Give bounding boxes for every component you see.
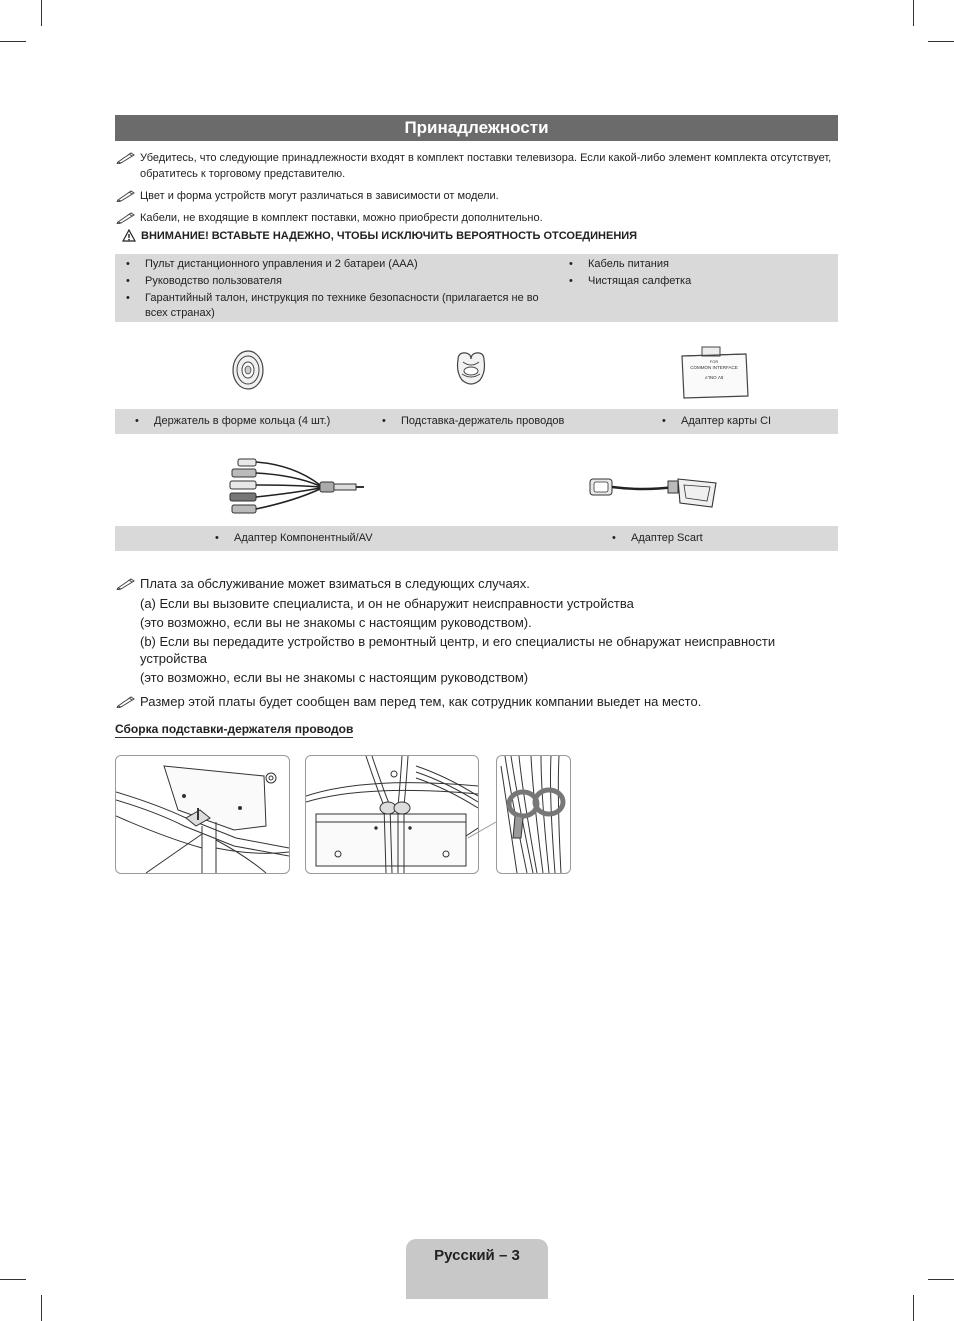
fee-line: (это возможно, если вы не знакомы с настоящим руководством). — [140, 615, 532, 630]
pencil-icon — [116, 210, 136, 224]
note-text: Плата за обслуживание может взиматься в следующих случаях. — [140, 576, 530, 591]
accessories-row — [115, 526, 838, 551]
warning-icon — [122, 229, 136, 242]
component-av-adapter-illustration — [224, 455, 368, 519]
assembly-step-1-illustration — [115, 755, 290, 874]
note-text: Размер этой платы будет сообщен вам перед тем, как сотрудник компании выедет на место. — [140, 694, 702, 709]
crop-mark — [0, 1279, 26, 1280]
pencil-icon — [116, 694, 136, 708]
pencil-icon — [116, 188, 136, 202]
warning-text: ВНИМАНИЕ! ВСТАВЬТЕ НАДЕЖНО, ЧТОБЫ ИСКЛЮЧИТЬ ВЕРОЯТНОСТЬ ОТСОЕДИНЕНИЯ — [141, 230, 638, 242]
accessory-label: Держатель в форме кольца (4 шт.) — [154, 415, 331, 427]
page-footer — [406, 1239, 548, 1299]
section-heading: Сборка подставки-держателя проводов — [115, 722, 354, 736]
ci-card-text: 5V ONLY — [704, 375, 724, 380]
callout-connector — [468, 810, 498, 840]
fee-line: (a) Если вы вызовите специалиста, и он не обнаружит неисправности устройства — [140, 596, 634, 611]
ci-card-adapter-illustration — [676, 344, 752, 400]
assembly-step-2-illustration — [305, 755, 479, 874]
accessory-label: Гарантийный талон, инструкция по технике безопасности (прилагается не во всех странах) — [145, 292, 539, 319]
accessory-label: Подставка-держатель проводов — [401, 415, 565, 427]
accessory-label: Адаптер Компонентный/AV — [234, 532, 373, 544]
accessory-label: Чистящая салфетка — [588, 275, 692, 287]
crop-mark — [928, 1279, 954, 1280]
page-title: Принадлежности — [115, 115, 838, 141]
ci-card-text: FOR — [709, 359, 719, 364]
fee-line: (b) Если вы передадите устройство в ремонтный центр, и его специалисты не обнаружат неисправности устройства — [140, 634, 776, 666]
crop-mark — [0, 41, 26, 42]
accessory-label: Кабель питания — [588, 258, 669, 270]
crop-mark — [41, 1295, 42, 1321]
accessory-label: Адаптер Scart — [631, 532, 703, 544]
crop-mark — [41, 0, 42, 26]
note-text: Кабели, не входящие в комплект поставки, можно приобрести дополнительно. — [140, 212, 543, 224]
accessory-label: Руководство пользователя — [145, 275, 282, 287]
ring-holder-illustration — [228, 348, 268, 392]
accessory-label: Адаптер карты CI — [681, 415, 772, 427]
crop-mark — [928, 41, 954, 42]
note-text: Убедитесь, что следующие принадлежности входят в комплект поставки телевизора. Если какой-либо элемент комплекта отсутствует, обратитесь к торговому представителю. — [140, 152, 832, 180]
accessory-label: Пульт дистанционного управления и 2 батареи (AAA) — [145, 258, 418, 270]
fee-line: (это возможно, если вы не знакомы с настоящим руководством) — [140, 670, 529, 685]
cable-holder-illustration — [450, 350, 492, 390]
assembly-step-3-illustration — [496, 755, 571, 874]
crop-mark — [913, 1295, 914, 1321]
pencil-icon — [116, 576, 136, 590]
note-text: Цвет и форма устройств могут различаться в зависимости от модели. — [140, 190, 499, 202]
page-number: Русский – 3 — [434, 1247, 520, 1264]
pencil-icon — [116, 150, 136, 164]
scart-adapter-illustration — [588, 473, 720, 513]
crop-mark — [913, 0, 914, 26]
ci-card-text: COMMON INTERFACE — [690, 365, 738, 370]
